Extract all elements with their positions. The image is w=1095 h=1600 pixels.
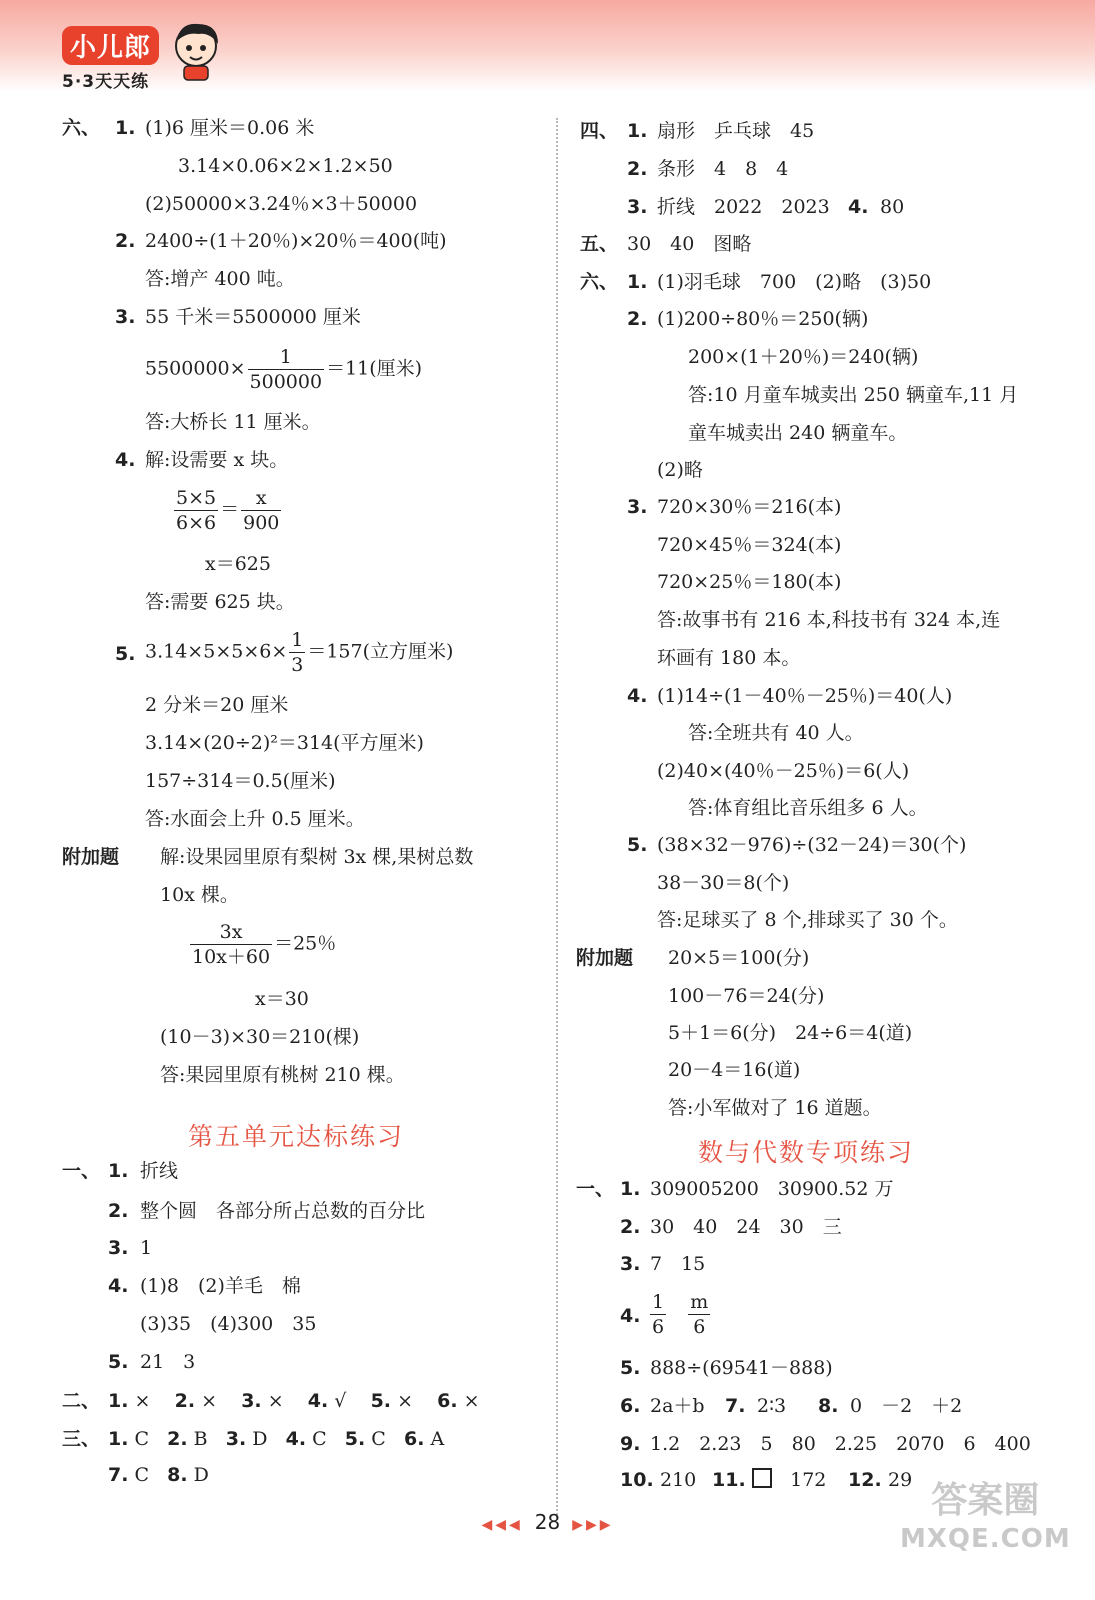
question-number: 3. <box>108 1237 129 1259</box>
fraction <box>289 628 305 677</box>
unit5-title: 第五单元达标练习 <box>188 1122 405 1151</box>
watermark <box>900 1482 1071 1558</box>
fraction-numerator: 5×5 <box>176 487 217 509</box>
answer-line: 10x 棵。 <box>160 884 239 906</box>
question-number: 2. <box>108 1200 129 1222</box>
fraction-denominator: 6 <box>652 1316 665 1338</box>
answer-line: (38×32－976)÷(32－24)＝30(个) <box>657 834 967 856</box>
fraction-numerator: 1 <box>291 629 304 651</box>
answer-mark: √ <box>334 1390 347 1412</box>
question-number: 6. <box>437 1390 458 1412</box>
answer-choice: C <box>312 1428 327 1450</box>
answer-line: (1)6 厘米＝0.06 米 <box>145 117 315 139</box>
answer-line: 答:小军做对了 16 道题。 <box>668 1097 882 1119</box>
answer-line: (2)略 <box>657 459 703 481</box>
answer-line: 100－76＝24(分) <box>668 985 825 1007</box>
answer-line: (10－3)×30＝210(棵) <box>160 1026 360 1048</box>
answer-line: 20×5＝100(分) <box>668 947 810 969</box>
fraction-numerator: 1 <box>652 1291 665 1313</box>
answer-line: 折线 2022 2023 <box>657 196 830 218</box>
question-number: 1. <box>627 120 648 142</box>
question-number: 2. <box>620 1216 641 1238</box>
question-number: 2. <box>115 230 136 252</box>
question-number: 4. <box>620 1305 641 1327</box>
section-label: 一、 <box>62 1160 101 1182</box>
answer-line: 1.2 2.23 5 80 2.25 2070 6 400 <box>650 1433 1031 1455</box>
fraction-numerator: 3x <box>190 920 272 945</box>
question-number: 1. <box>115 117 136 139</box>
answer-line: 30 40 24 30 三 <box>650 1216 842 1238</box>
question-number: 4. <box>627 685 648 707</box>
question-number: 5. <box>115 643 136 665</box>
question-number: 10. <box>620 1469 654 1491</box>
question-number: 9. <box>620 1433 641 1455</box>
answer-line: 3.14×0.06×2×1.2×50 <box>178 155 393 177</box>
answer-line: (1)14÷(1－40％－25％)＝40(人) <box>657 685 953 707</box>
page-number: 28 <box>534 1510 561 1534</box>
answer-line: 2400÷(1＋20％)×20％＝400(吨) <box>145 230 447 252</box>
fraction <box>688 1290 710 1339</box>
equation-part: ＝ <box>220 498 240 521</box>
equation-part: ＝25％ <box>274 932 337 955</box>
fraction <box>190 920 272 969</box>
fraction <box>650 1290 666 1339</box>
answer-line: 扇形 乒乓球 45 <box>657 120 815 142</box>
answer-line: 答:故事书有 216 本,科技书有 324 本,连 <box>657 609 1001 631</box>
answer-line: 30 40 图略 <box>627 233 752 255</box>
answer-line: 29 <box>888 1469 913 1491</box>
question-number: 1. <box>108 1390 129 1412</box>
answer-line: 80 <box>880 196 905 218</box>
answer-line: 童车城卖出 240 辆童车。 <box>688 422 908 444</box>
question-number: 8. <box>167 1464 188 1486</box>
bonus-label: 附加题 <box>576 947 634 969</box>
fraction-denominator: 10x＋60 <box>192 946 271 968</box>
question-number: 5. <box>627 834 648 856</box>
arrows-left-icon: ◀◀◀ <box>481 1517 523 1533</box>
question-number: 11. <box>712 1469 746 1491</box>
answer-line <box>188 920 336 969</box>
question-number: 8. <box>818 1395 839 1417</box>
answer-line: 折线 <box>140 1160 179 1182</box>
question-number: 4. <box>115 449 136 471</box>
watermark-title: 答案圈 <box>931 1480 1040 1521</box>
equation-part: ＝11(厘米) <box>326 357 423 380</box>
fraction-denominator: 500000 <box>249 371 323 393</box>
answer-choice: D <box>193 1464 209 1486</box>
answer-line <box>145 628 453 677</box>
question-number: 1. <box>108 1160 129 1182</box>
page-header <box>0 0 1095 92</box>
answer-line <box>648 1290 712 1339</box>
question-number: 5. <box>344 1428 366 1450</box>
brand-bottom: 5·3天天练 <box>62 72 150 92</box>
answer-choice: B <box>193 1428 208 1450</box>
answer-line <box>172 486 283 535</box>
answer-line: 答:10 月童车城卖出 250 辆童车,11 月 <box>688 384 1019 406</box>
answer-line: 0 －2 ＋2 <box>850 1395 963 1417</box>
answer-line <box>752 1467 826 1493</box>
answer-choice: A <box>430 1428 445 1450</box>
question-number: 5. <box>370 1390 392 1412</box>
question-number: 2. <box>167 1428 188 1450</box>
fraction-denominator: 3 <box>291 654 304 676</box>
question-number: 3. <box>627 196 648 218</box>
equation-part: 3.14×5×5×6× <box>145 640 288 663</box>
answer-line: 条形 4 8 4 <box>657 158 789 180</box>
question-number: 5. <box>108 1351 129 1373</box>
answer-row <box>108 1426 444 1452</box>
question-number: 4. <box>307 1390 329 1412</box>
answer-line: 55 千米＝5500000 厘米 <box>145 306 361 328</box>
answer-line: 3.14×(20÷2)²＝314(平方厘米) <box>145 732 424 754</box>
brand-logo <box>62 26 159 92</box>
question-number: 3. <box>115 306 136 328</box>
answer-line: 答:需要 625 块。 <box>145 591 295 613</box>
fraction-numerator: m <box>690 1291 709 1313</box>
question-number: 2. <box>174 1390 196 1412</box>
answer-line: 720×25％＝180(本) <box>657 571 842 593</box>
question-number: 4. <box>848 196 869 218</box>
answer-value: 172 <box>790 1469 827 1491</box>
brand-top: 小儿郎 <box>62 26 159 65</box>
answer-line: (2)50000×3.24％×3＋50000 <box>145 193 418 215</box>
question-number: 4. <box>108 1275 129 1297</box>
fraction-denominator: 900 <box>243 512 280 534</box>
answer-choice: C <box>134 1464 150 1486</box>
answer-row <box>108 1388 480 1414</box>
answer-line: 7 15 <box>650 1253 706 1275</box>
answer-line: (1)8 (2)羊毛 棉 <box>140 1275 301 1297</box>
question-number: 7. <box>725 1395 746 1417</box>
answer-line: 环画有 180 本。 <box>657 647 801 669</box>
answer-line: (3)35 (4)300 35 <box>140 1313 317 1335</box>
answer-line: 解:设需要 x 块。 <box>145 449 289 471</box>
question-number: 3. <box>620 1253 641 1275</box>
answer-line: 整个圆 各部分所占总数的百分比 <box>140 1200 426 1222</box>
fraction <box>248 345 325 394</box>
question-number: 1. <box>108 1428 129 1450</box>
question-number: 3. <box>627 496 648 518</box>
answer-mark: × <box>201 1390 218 1412</box>
answer-mark: × <box>463 1390 480 1412</box>
equation-part: 5500000× <box>145 357 246 380</box>
fraction-denominator: 6×6 <box>176 512 217 534</box>
answer-line: 答:足球买了 8 个,排球买了 30 个。 <box>657 909 958 931</box>
answer-line: 解:设果园里原有梨树 3x 棵,果树总数 <box>160 846 474 868</box>
question-number: 3. <box>225 1428 247 1450</box>
answer-line: 210 <box>660 1469 697 1491</box>
answer-line: 720×45％＝324(本) <box>657 534 842 556</box>
answer-line: 答:果园里原有桃树 210 棵。 <box>160 1064 405 1086</box>
answer-mark: × <box>267 1390 284 1412</box>
answer-line <box>145 345 422 394</box>
answer-mark: × <box>397 1390 413 1412</box>
answer-line: 答:大桥长 11 厘米。 <box>145 411 321 433</box>
watermark-domain: MXQE.COM <box>900 1524 1071 1554</box>
bonus-label: 附加题 <box>62 846 120 868</box>
question-number: 12. <box>848 1469 882 1491</box>
answer-mark: × <box>134 1390 151 1412</box>
answer-line: (1)200÷80％＝250(辆) <box>657 308 869 330</box>
equation-part: ＝157(立方厘米) <box>307 640 454 663</box>
fraction <box>174 486 218 535</box>
answer-line: 2 分米＝20 厘米 <box>145 694 289 716</box>
answer-line: 157÷314＝0.5(厘米) <box>145 770 336 792</box>
question-number: 6. <box>403 1428 425 1450</box>
question-number: 7. <box>108 1464 129 1486</box>
mascot-icon <box>168 18 224 82</box>
answer-line: 888÷(69541－888) <box>650 1357 833 1379</box>
question-number: 6. <box>620 1395 641 1417</box>
fraction <box>241 486 281 535</box>
answer-line: 2∶3 <box>757 1395 787 1417</box>
answer-choice: D <box>252 1428 268 1450</box>
fraction-numerator: 1 <box>248 345 325 370</box>
special-practice-title: 数与代数专项练习 <box>698 1138 915 1167</box>
question-number: 2. <box>627 158 648 180</box>
answer-line: 2a＋b <box>650 1395 705 1417</box>
answer-line: 200×(1＋20％)＝240(辆) <box>688 346 919 368</box>
answer-line: 答:全班共有 40 人。 <box>688 722 864 744</box>
section-label: 一、 <box>576 1178 615 1200</box>
answer-line: 5＋1＝6(分) 24÷6＝4(道) <box>668 1022 913 1044</box>
answer-line: 38－30＝8(个) <box>657 872 790 894</box>
fraction-numerator: x <box>241 486 281 511</box>
arrows-right-icon: ▶▶▶ <box>572 1517 614 1533</box>
fraction-denominator: 6 <box>693 1316 706 1338</box>
section-label: 六、 <box>580 271 619 293</box>
answer-line: 答:体育组比音乐组多 6 人。 <box>688 797 928 819</box>
section-label: 六、 <box>62 117 101 139</box>
section-label: 二、 <box>62 1390 101 1412</box>
answer-line: 答:增产 400 吨。 <box>145 268 295 290</box>
column-divider <box>556 118 558 1518</box>
section-label: 五、 <box>580 233 619 255</box>
answer-line: x＝30 <box>255 988 309 1010</box>
answer-line: 20－4＝16(道) <box>668 1059 801 1081</box>
answer-choice: C <box>134 1428 150 1450</box>
question-number: 2. <box>627 308 648 330</box>
question-number: 3. <box>241 1390 262 1412</box>
answer-choice: C <box>371 1428 386 1450</box>
question-number: 5. <box>620 1357 641 1379</box>
answer-row <box>108 1462 209 1488</box>
question-number: 4. <box>285 1428 307 1450</box>
answer-line: 1 <box>140 1237 153 1259</box>
answer-line: (2)40×(40％－25％)＝6(人) <box>657 760 910 782</box>
answer-line: x＝625 <box>205 553 271 575</box>
answer-line: (1)羽毛球 700 (2)略 (3)50 <box>657 271 932 293</box>
answer-line: 309005200 30900.52 万 <box>650 1178 894 1200</box>
answer-line: 21 3 <box>140 1351 196 1373</box>
answer-line: 答:水面会上升 0.5 厘米。 <box>145 808 365 830</box>
answer-line: 720×30％＝216(本) <box>657 496 842 518</box>
question-number: 1. <box>627 271 648 293</box>
section-label: 三、 <box>62 1428 101 1450</box>
square-box-icon <box>752 1468 772 1488</box>
question-number: 1. <box>620 1178 641 1200</box>
section-label: 四、 <box>580 120 619 142</box>
